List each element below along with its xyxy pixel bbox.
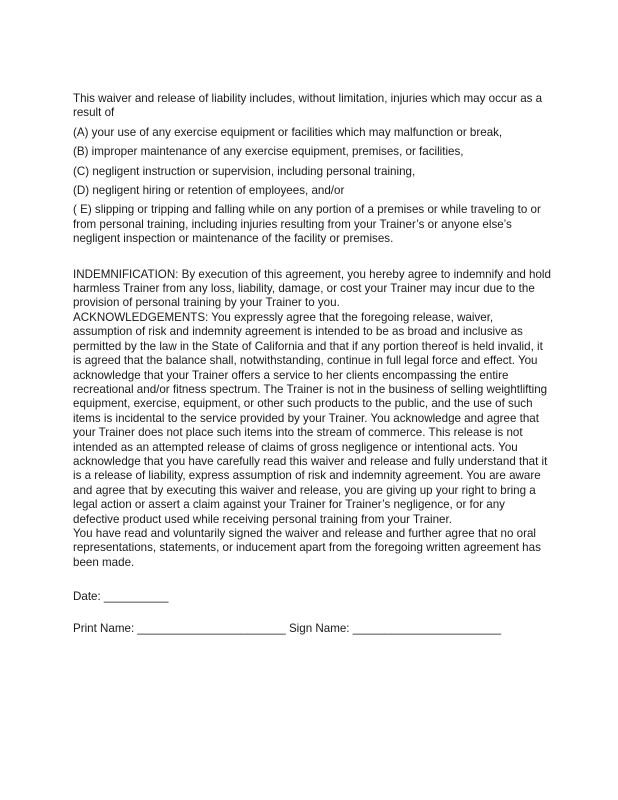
waiver-item-e: ( E) slipping or tripping and falling while on any portion of a premises or while traveling to or from personal training, including injuries resulting from your Trainer’s or anyone else’s negligent inspection or maintenance of the facility or premises. [73,203,541,246]
waiver-item-b: (B) improper maintenance of any exercise equipment, premises, or facilities, [73,145,464,159]
date-signature-line: Date: __________ [73,590,169,604]
acknowledgements-paragraph: ACKNOWLEDGEMENTS: You expressly agree that the foregoing release, waiver, assumption of risk and indemnity agreement is intended to be as broad and inclusive as permitted by the law in the State of California and that if any portion thereof is held invalid, it is agreed that the balance shall, notwithstanding, continue in full legal force and effect. You acknowledge that your Trainer offers a service to her clients encompassing the entire recreational and/or fitness spectrum. The Trainer is not in the business of selling weightlifting equipment, exercise, equipment, or other such products to the public, and the use of such items is incidental to the service provided by your Trainer. You acknowledge and agree that your Trainer does not place such items into the stream of commerce. This release is not intended as an attempted release of claims of gross negligence or intentional acts. You acknowledge that you have carefully read this waiver and release and fully understand that it is a release of liability, express assumption of risk and indemnity agreement. You are aware and agree that by executing this waiver and release, you are giving up your right to bring a legal action or assert a claim against your Trainer for Trainer’s negligence, or for any defective product used while receiving personal training from your Trainer. [73,310,548,526]
waiver-item-c: (C) negligent instruction or supervision, including personal training, [73,164,416,178]
waiver-item-d: (D) negligent hiring or retention of employees, and/or [73,184,345,198]
waiver-item-a: (A) your use of any exercise equipment or facilities which may malfunction or break, [73,125,503,139]
waiver-intro: This waiver and release of liability includes, without limitation, injuries which may occur as a result of [73,92,543,120]
indemnification-paragraph: INDEMNIFICATION: By execution of this agreement, you hereby agree to indemnify and hold harmless Trainer from any loss, liability, damage, or cost your Trainer may incur due to the provision of personal training by your Trainer to you. [73,267,551,310]
waiver-document [73,92,551,636]
name-signature-line: Print Name: _______________________ Sign Name: _______________________ [73,621,502,635]
voluntary-signing-paragraph: You have read and voluntarily signed the waiver and release and further agree that no oral representations, statements, or inducement apart from the foregoing written agreement has been made. [73,526,541,569]
